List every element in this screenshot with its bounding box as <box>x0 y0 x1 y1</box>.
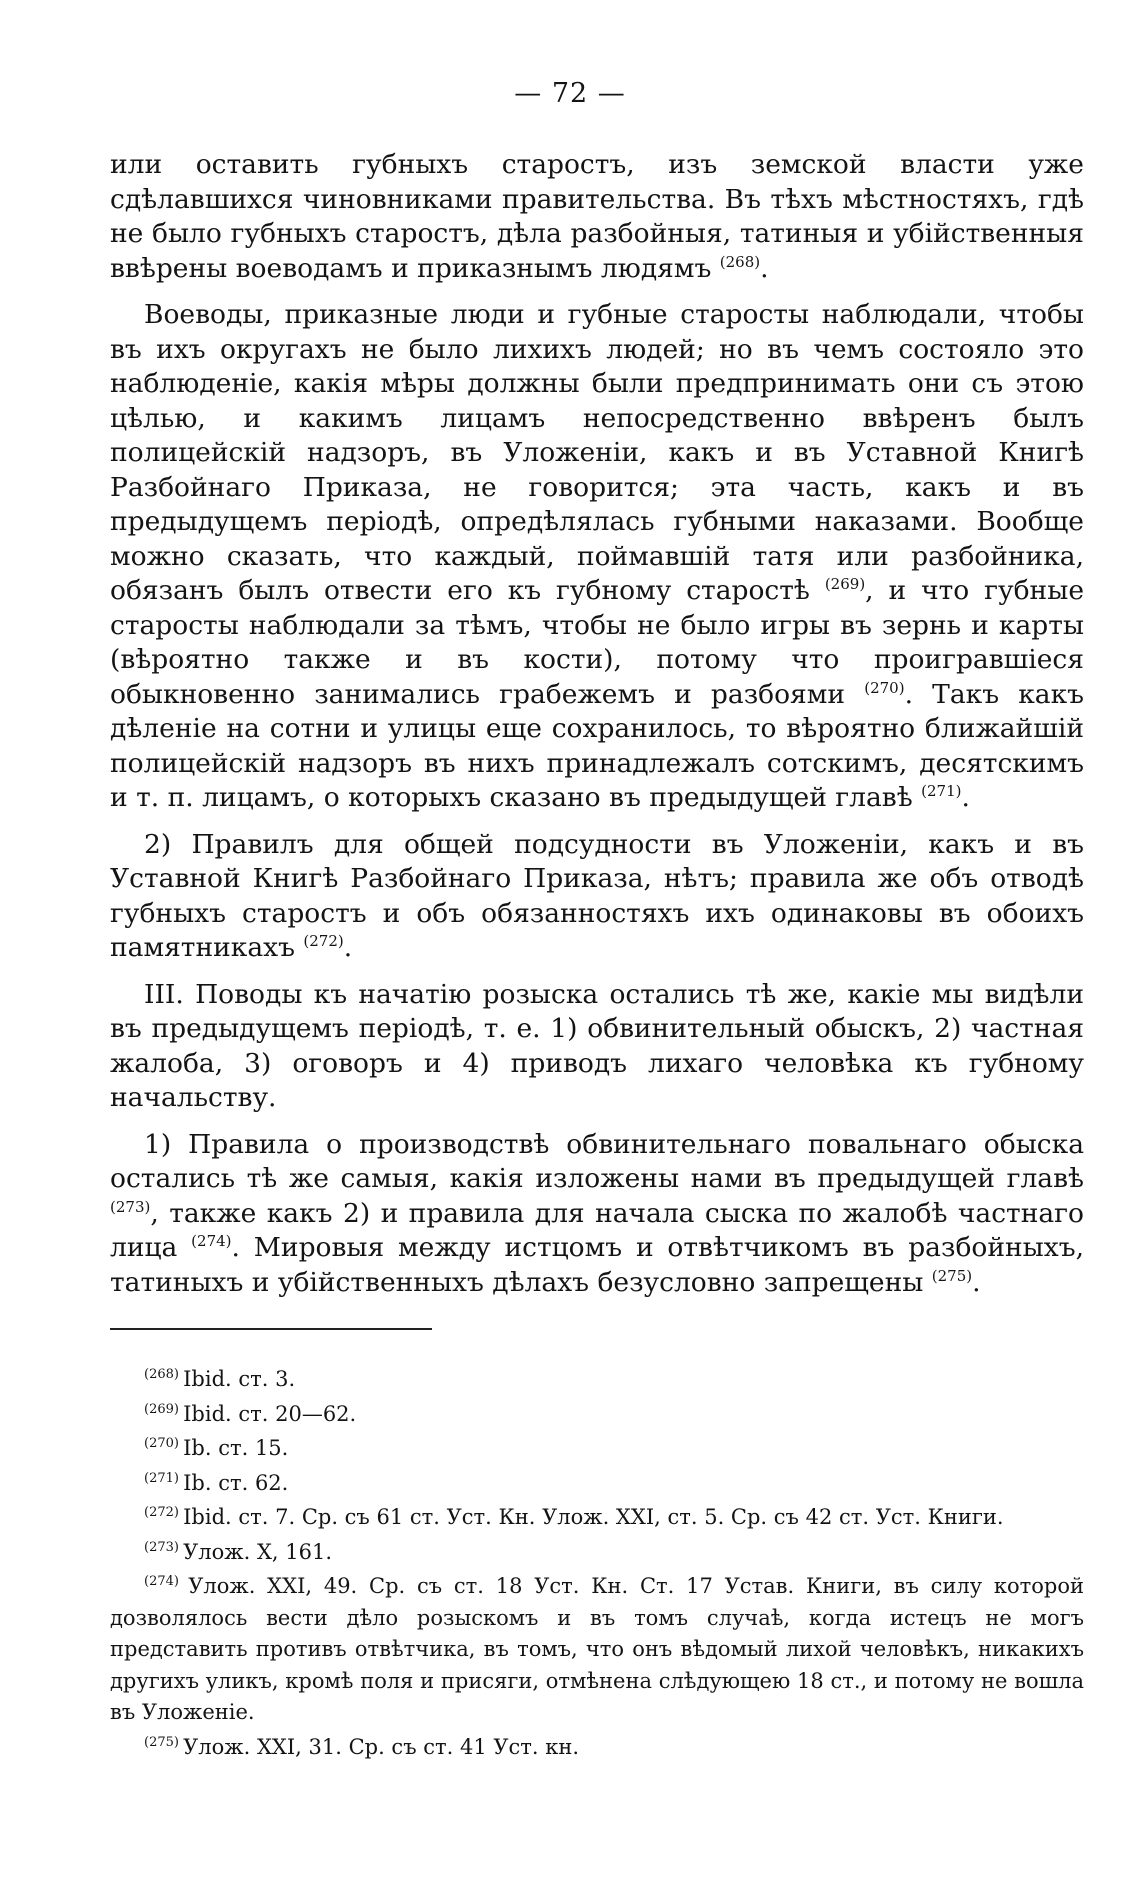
paragraph <box>110 1128 1084 1301</box>
footnote <box>110 1399 1084 1431</box>
footnote <box>110 1502 1084 1534</box>
footnote-reference: ( $^{273}$ ) <box>110 1198 150 1216</box>
paragraph-text: 1) Правила о производствѣ обвинительнаго повальнаго обыска остались тѣ же самыя, какія изложены нами въ предыдущей главѣ <box>110 1128 1084 1194</box>
footnote-text: Ibid. ст. 20—62. <box>183 1401 357 1426</box>
footnote-number: ( $^{273}$ ) <box>144 1540 183 1555</box>
footnote-number: ( $^{275}$ ) <box>144 1735 183 1750</box>
footnote-text: Ib. ст. 15. <box>183 1436 289 1460</box>
footnote <box>110 1433 1084 1465</box>
footnote-text: Улож. X, 161. <box>183 1539 333 1564</box>
footnote-number: ( $^{272}$ ) <box>144 1505 183 1520</box>
paragraph-text: . <box>961 782 970 813</box>
footnote-number: ( $^{268}$ ) <box>144 1367 183 1382</box>
footnote-reference: ( $^{270}$ ) <box>864 679 904 697</box>
footnote-separator <box>110 1328 432 1330</box>
footnote <box>110 1732 1084 1764</box>
footnote-text: Ib. ст. 62. <box>183 1470 289 1495</box>
paragraph <box>110 828 1084 966</box>
paragraph-text: . Мировыя между истцомъ и отвѣтчикомъ въ разбойныхъ, татиныхъ и убійственныхъ дѣлахъ безусловно запрещены <box>110 1232 1084 1298</box>
footnote <box>110 1571 1084 1729</box>
footnote-reference: ( $^{274}$ ) <box>191 1232 231 1250</box>
footnote-reference: ( $^{271}$ ) <box>921 782 961 800</box>
paragraph <box>110 298 1084 816</box>
body-text <box>110 148 1084 1312</box>
footnote-number: ( $^{274}$ ) <box>144 1574 188 1589</box>
footnote <box>110 1468 1084 1500</box>
paragraph-text: III. Поводы къ начатію розыска остались тѣ же, какіе мы видѣли въ предыдущемъ періодѣ, т. е. 1) обвинительный обыскъ, 2) частная жалоба, 3) оговоръ и 4) приводъ лихаго человѣка къ губному начальству. <box>110 978 1084 1113</box>
paragraph-text: . <box>972 1266 981 1298</box>
paragraph-text: . Такъ какъ дѣленіе на сотни и улицы еще сохранилось, то вѣроятно ближайшій полицейскій надзоръ въ нихъ принадлежалъ сотскимъ, десятскимъ и т. п. лицамъ, о которыхъ сказано въ предыдущей главѣ <box>110 678 1085 813</box>
page-number: — 72 — <box>514 78 626 109</box>
paragraph-text: . <box>760 252 769 284</box>
footnote-number: ( $^{269}$ ) <box>144 1402 183 1417</box>
paragraph <box>110 978 1084 1116</box>
footnote <box>110 1364 1084 1396</box>
paragraph-text: , также какъ 2) и правила для начала сыска по жалобѣ частнаго лица <box>110 1197 1084 1263</box>
paragraph-text: . <box>343 932 353 963</box>
paragraph-text: Воеводы, приказные люди и губные старосты наблюдали, чтобы въ ихъ округахъ не было лихихъ людей; но въ чемъ состояло это наблюденіе, какія мѣры должны были предпринимать они съ этою цѣлью, и какимъ лицамъ непосредственно ввѣренъ былъ полицейскій надзоръ, въ Уложеніи, какъ и въ Уставной Книгѣ Разбойнаго Приказа, не говорится; эта часть, какъ и въ предыдущемъ періодѣ, опредѣлялась губными наказами. Вообще можно сказать, что каждый, поймавшій татя или разбойника, обязанъ былъ отвести его къ губному старостѣ <box>110 299 1084 606</box>
footnote-reference: ( $^{269}$ ) <box>825 575 865 593</box>
footnote-text: Улож. XXI, 31. Ср. съ ст. 41 Уст. кн. <box>183 1734 580 1759</box>
paragraph-text: 2) Правилъ для общей подсудности въ Уложеніи, какъ и въ Уставной Книгѣ Разбойнаго Приказа, нѣтъ; правила же объ отводѣ губныхъ старостъ и объ обязанностяхъ ихъ одинаковы въ обоихъ памятникахъ <box>110 828 1084 963</box>
paragraph-text: или оставить губныхъ старостъ, изъ земской власти уже сдѣлавшихся чиновниками правительства. Въ тѣхъ мѣстностяхъ, гдѣ не было губныхъ старостъ, дѣла разбойныя, татиныя и убійственныя ввѣрены воеводамъ и приказнымъ людямъ <box>110 149 1084 284</box>
paragraph-text: , и что губные старосты наблюдали за тѣмъ, чтобы не было игры въ зернь и карты (вѣроятно также и въ кости), потому что проигравшіеся обыкновенно занимались грабежемъ и разбоями <box>110 575 1084 710</box>
footnote-reference: ( $^{268}$ ) <box>720 253 760 271</box>
footnote-number: ( $^{270}$ ) <box>144 1436 183 1451</box>
footnotes <box>110 1364 1084 1766</box>
footnote-number: ( $^{271}$ ) <box>144 1471 183 1486</box>
footnote <box>110 1537 1084 1569</box>
paragraph <box>110 148 1084 286</box>
footnote-text: Ibid. ст. 3. <box>183 1367 296 1391</box>
footnote-text: Улож. XXI, 49. Ср. съ ст. 18 Уст. Кн. Ст. 17 Устав. Книги, въ силу которой дозволялось вести дѣло розыскомъ и въ томъ случаѣ, когда истецъ не могъ представить противъ отвѣтчика, въ томъ, что онъ вѣдомый лихой человѣкъ, никакихъ другихъ уликъ, кромѣ поля и присяги, отмѣнена слѣдующею 18 ст., и потому не вошла въ Уложеніе. <box>110 1574 1084 1724</box>
footnote-reference: ( $^{275}$ ) <box>932 1267 972 1285</box>
footnote-text: Ibid. ст. 7. Ср. съ 61 ст. Уст. Кн. Улож. XXI, ст. 5. Ср. съ 42 ст. Уст. Книги. <box>183 1505 1004 1529</box>
footnote-reference: ( $^{272}$ ) <box>303 932 343 950</box>
